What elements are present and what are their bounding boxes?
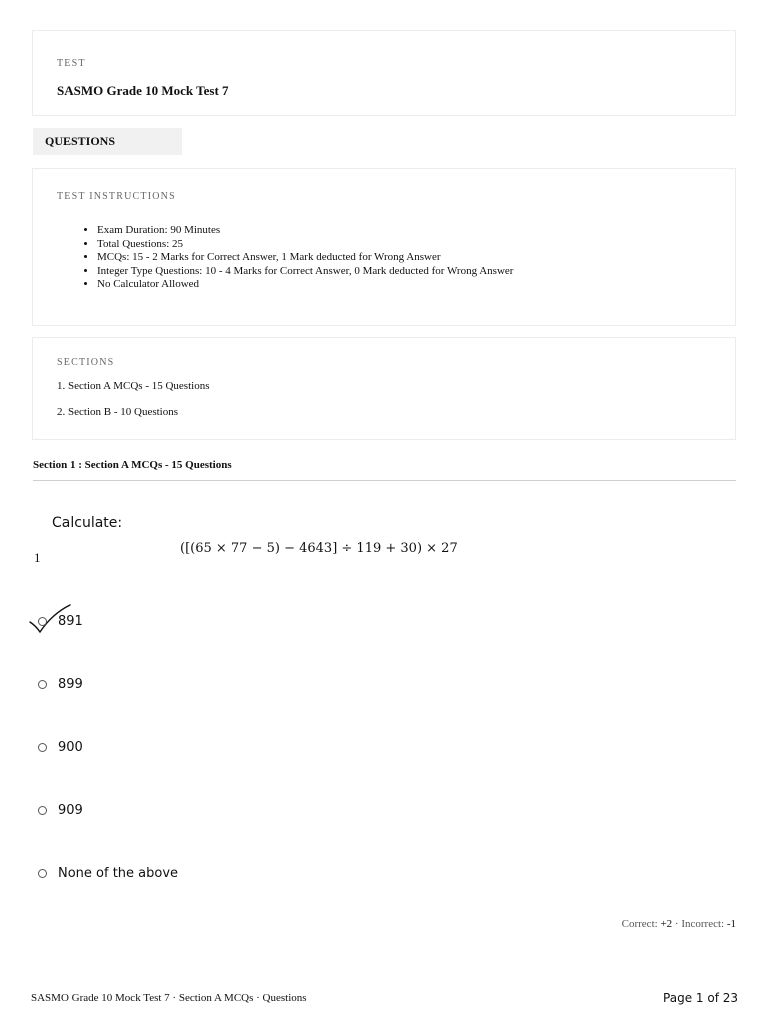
instruction-item: • Exam Duration: 90 Minutes [97,224,513,238]
marks-separator: · [674,918,679,930]
radio-button[interactable] [38,680,47,689]
question-number: 1 [34,550,41,565]
section-item[interactable]: 1. Section A MCQs - 15 Questions [57,380,210,392]
correct-value: +2 [660,918,673,930]
sections-label: SECTIONS [57,357,115,368]
option-900[interactable] [38,740,83,755]
option-label: 900 [58,740,83,755]
instruction-item: • Integer Type Questions: 10 - 4 Marks for Correct Answer, 0 Mark deducted for Wrong Answer [97,265,513,279]
instructions-label: TEST INSTRUCTIONS [57,191,176,202]
radio-button[interactable] [38,743,47,752]
option-909[interactable] [38,803,83,818]
test-label: TEST [57,58,86,69]
incorrect-value: -1 [726,918,736,930]
marks-info [622,918,736,930]
divider [33,480,736,481]
instruction-item: • Total Questions: 25 [97,238,513,252]
option-label: 891 [58,614,83,629]
test-card [32,30,736,116]
footer-breadcrumb: SASMO Grade 10 Mock Test 7 · Section A MCQs · Questions [31,992,307,1004]
option-none-of-the-above[interactable] [38,866,178,881]
instructions-list [73,224,513,292]
option-label: None of the above [58,866,179,881]
instruction-item: • MCQs: 15 - 2 Marks for Correct Answer, 1 Mark deducted for Wrong Answer [97,251,513,265]
test-title: SASMO Grade 10 Mock Test 7 [57,83,229,98]
instruction-item: • No Calculator Allowed [97,278,513,292]
question-expression: ([(65 × 77 − 5) − 4643] ÷ 119 + 30) × 27 [180,541,458,556]
radio-button[interactable] [38,869,47,878]
radio-button[interactable] [38,617,47,626]
sections-card [32,337,736,440]
page-number: Page 1 of 23 [663,991,738,1005]
section-heading: Section 1 : Section A MCQs - 15 Questions [33,459,232,471]
question-prompt: Calculate: [52,515,123,531]
section-item[interactable]: 2. Section B - 10 Questions [57,406,178,418]
instructions-card [32,168,736,326]
radio-button[interactable] [38,806,47,815]
option-891[interactable] [38,614,83,629]
incorrect-label: Incorrect: [681,918,725,930]
correct-label: Correct: [621,918,658,930]
tab-questions[interactable]: QUESTIONS [33,128,182,155]
option-899[interactable] [38,677,83,692]
option-label: 899 [58,677,83,692]
option-label: 909 [58,803,83,818]
